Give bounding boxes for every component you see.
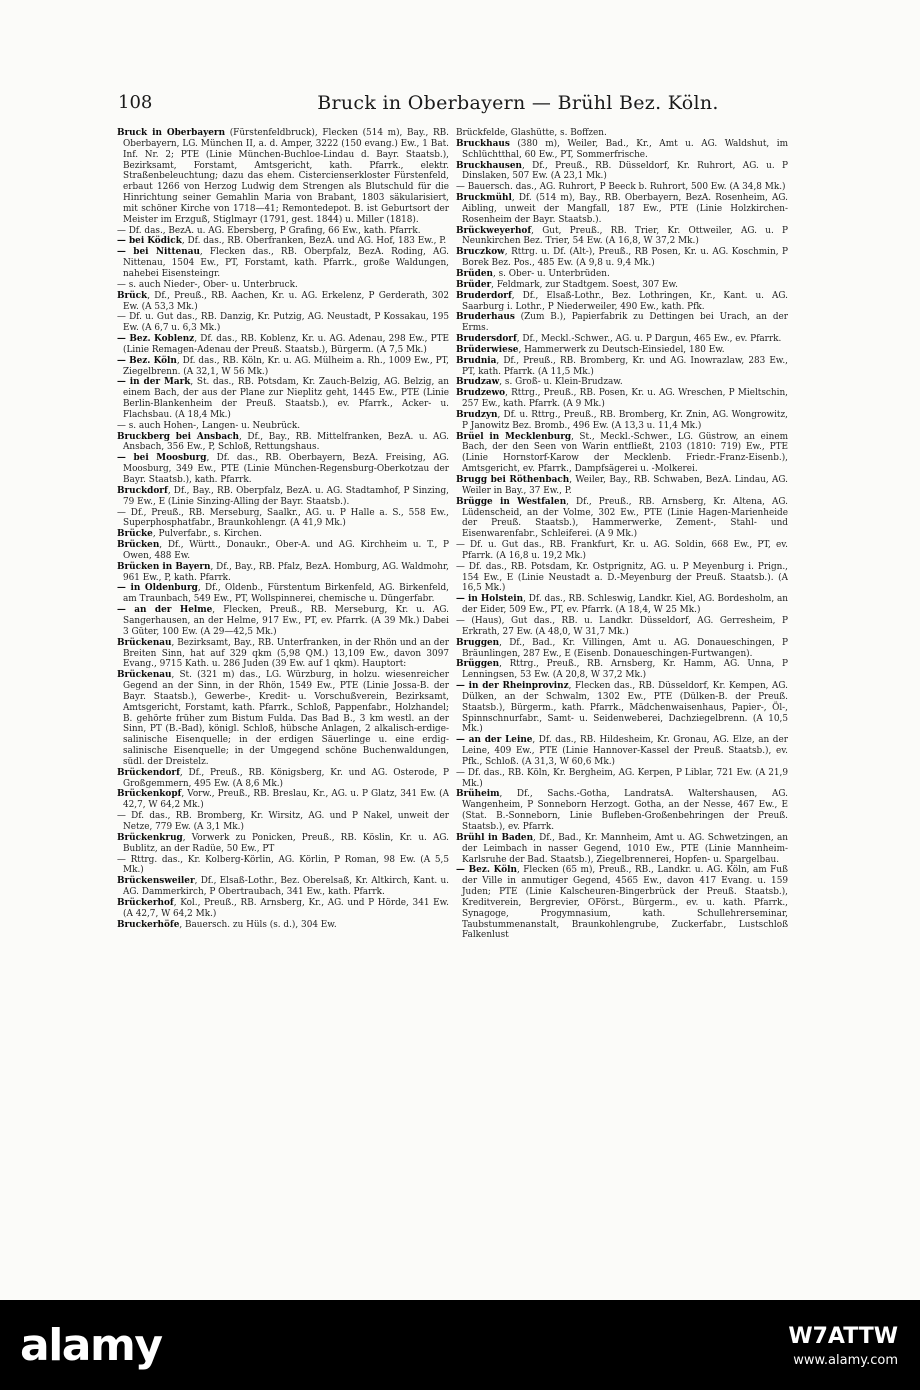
dictionary-entry	[117, 453, 449, 486]
entry-headword: Brudzaw	[456, 377, 500, 388]
dictionary-entry	[117, 247, 449, 280]
entry-text: , Df., Oldenb., Fürstentum Birkenfeld, AG. Birkenfeld, am Traunbach, 549 Ew., PT, Wollspinnerei, chemische u. Düngerfabr.	[123, 583, 449, 605]
page-header	[118, 92, 786, 118]
entry-text: — s. auch Hohen-, Langen- u. Neubrück.	[117, 420, 301, 431]
dictionary-entry	[117, 128, 449, 226]
entry-headword: Brücken	[117, 540, 160, 551]
dictionary-entry	[456, 161, 788, 183]
entry-text: , Flecken, Preuß., RB. Merseburg, Kr. u. AG. Sangerhausen, an der Helme, 917 Ew., PT, ev. Pfarrk. (A 39 Mk.) Dabei 3 Güter, 100 Ew. (A 29—42,5 Mk.)	[123, 605, 449, 637]
entry-text: , Kol., Preuß., RB. Arnsberg, Kr., AG. und P Hörde, 341 Ew. (A 42,7, W 64,2 Mk.)	[123, 897, 449, 919]
dictionary-entry	[456, 182, 788, 193]
dictionary-entry	[456, 768, 788, 790]
dictionary-entry	[117, 855, 449, 877]
entry-headword: Brüel in Mecklenburg	[456, 431, 572, 442]
entry-headword: — in Oldenburg	[117, 583, 198, 594]
entry-text: , Df. das., RB. Schleswig, Landkr. Kiel, AG. Bordesholm, an der Eider, 509 Ew., PT, ev. Pfarrk. (A 18,4, W 25 Mk.)	[462, 594, 788, 616]
dictionary-entry	[117, 920, 449, 931]
dictionary-entry	[456, 128, 788, 139]
entry-text: — Df. u. Gut das., RB. Frankfurt, Kr. u. AG. Soldin, 668 Ew., PT, ev. Pfarrk. (A 16,8 u. 19,2 Mk.)	[456, 540, 788, 561]
dictionary-entry	[117, 605, 449, 638]
entry-headword: — bei Moosburg	[117, 453, 207, 464]
dictionary-entry	[456, 594, 788, 616]
dictionary-entry	[456, 269, 788, 280]
entry-text: — Rttrg. das., Kr. Kolberg-Körlin, AG. Körlin, P Roman, 98 Ew. (A 5,5 Mk.)	[117, 854, 449, 876]
entry-text: , Gut, Preuß., RB. Trier, Kr. Ottweiler, AG. u. P Neunkirchen Bez. Trier, 54 Ew. (A 16,8, W 37,2 Mk.)	[462, 225, 788, 247]
entry-text: , Df., Preuß., RB. Königsberg, Kr. und AG. Osterode, P Großgemmern, 495 Ew. (A 8,6 Mk.)	[123, 767, 449, 789]
entry-text: , Df., Preuß., RB. Arnsberg, Kr. Altena, AG. Lüdenscheid, an der Volme, 302 Ew., PTE (Linie Hagen-Marienheide der Preuß. Staatsb.), Hammerwerke, Zement-, Stahl- und Eisenwarenfabr., Schleiferei. (A 9 Mk.)	[462, 496, 788, 540]
entry-text: (Fürstenfeldbruck), Flecken (514 m), Bay., RB. Oberbayern, LG. München II, a. d. Amper, 3222 (150 evang.) Ew., 1 Bat. Inf. Nr. 2; PTE (Linie München-Buchloe-Lindau d. Bayr. Staatsb.), Bezirksamt, Forstamt, Amtsgericht, kath. Pfarrk., elektr. Straßenbeleuchtung; dazu das ehem. Cistercienserkloster Fürstenfeld, erbaut 1266 von Herzog Ludwig dem Strengen als Blutschuld für die Hinrichtung seiner Gemahlin Maria von Brabant, 1803 säkularisiert, mit schöner Kirche von 1718—41; Remontedepot. B. ist Geburtsort der Meister im Erzguß, Stiglmayr (1791, gest. 1844) u. Miller (1818).	[123, 128, 449, 225]
entry-text: — Df. u. Gut das., RB. Danzig, Kr. Putzig, AG. Neustadt, P Kossakau, 195 Ew. (A 6,7 u. 6,3 Mk.)	[117, 312, 449, 334]
entry-text: , Df. das., RB. Hildesheim, Kr. Gronau, AG. Elze, an der Leine, 409 Ew., PTE (Linie Hannover-Kassel der Preuß. Staatsb.), ev. Pfk., Schloß. (A 31,3, W 60,6 Mk.)	[462, 735, 788, 767]
dictionary-entry	[117, 377, 449, 420]
entry-text: , Pulverfabr., s. Kirchen.	[152, 529, 262, 540]
entry-text: , Bezirksamt, Bay., RB. Unterfranken, in der Rhön und an der Breiten Sinn, hat auf 329 qkm (5,98 QM.) 13,109 Ew., davon 3097 Evang., 9715 Kath. u. 286 Juden (39 Ew. auf 1 qkm). Hauptort:	[123, 637, 449, 670]
dictionary-entry	[117, 638, 449, 671]
watermark-info	[788, 1324, 898, 1368]
dictionary-entry	[117, 876, 449, 898]
dictionary-entry	[117, 334, 449, 356]
entry-text: , Df. (514 m), Bay., RB. Oberbayern, BezA. Rosenheim, AG. Aibling, unweit der Mangfall, 187 Ew., PTE (Linie Holzkirchen-Rosenheim der Bayr. Staatsb.).	[462, 193, 788, 225]
dictionary-entry	[456, 356, 788, 378]
entry-text: , St. das., RB. Potsdam, Kr. Zauch-Belzig, AG. Belzig, an einem Bach, der aus der Plane zur Nieplitz geht, 1445 Ew., PTE (Linie Berlin-Blankenheim der Preuß. Staatsb.), ev. Pfarrk., Acker- u. Flachsbau. (A 18,4 Mk.)	[123, 377, 449, 420]
entry-text: — (Haus), Gut das., RB. u. Landkr. Düsseldorf, AG. Gerresheim, P Erkrath, 27 Ew. (A 48,0, W 31,7 Mk.)	[456, 615, 788, 637]
dictionary-entry	[456, 616, 788, 638]
entry-headword: Bruderhaus	[456, 312, 515, 323]
dictionary-entry	[456, 789, 788, 832]
image-id: W7ATTW	[788, 1324, 898, 1349]
entry-headword: Brudnia	[456, 355, 497, 366]
entry-text: , Df., Bay., RB. Pfalz, BezA. Homburg, AG. Waldmohr, 961 Ew., P, kath. Pfarrk.	[123, 561, 449, 583]
entry-text: — s. auch Nieder-, Ober- u. Unterbruck.	[117, 279, 298, 290]
entry-text: , Weiler, Bay., RB. Schwaben, BezA. Lindau, AG. Weiler in Bay., 37 Ew., P.	[462, 475, 788, 496]
entry-headword: Bruckdorf	[117, 485, 168, 496]
entry-text: , Df., Bad., Kr. Villingen, Amt u. AG. Donaueschingen, P Bräunlingen, 287 Ew., E (Eisenb. Donaueschingen-Furtwangen).	[462, 637, 788, 659]
entry-text: , Rttrg. u. Df. (Alt-), Preuß., RB Posen, Kr. u. AG. Koschmin, P Borek Bez. Pos., 485 Ew. (A 9,8 u. 9,4 Mk.)	[462, 247, 788, 269]
dictionary-entry	[117, 768, 449, 790]
entry-headword: — Bez. Köln	[117, 355, 177, 366]
entry-text: , Feldmark, zur Stadtgem. Soest, 307 Ew.	[491, 279, 678, 290]
dictionary-entry	[456, 247, 788, 269]
entry-headword: Bruckmühl	[456, 193, 512, 204]
dictionary-entry	[117, 236, 449, 247]
entry-text: , Flecken das., RB. Oberpfalz, BezA. Roding, AG. Nittenau, 1504 Ew., PT, Forstamt, kath. Pfarrk., große Waldungen, nahebei Eisensteingr.	[123, 247, 449, 279]
entry-text: , Df., Preuß., RB. Bromberg, Kr. und AG. Inowrazlaw, 283 Ew., PT, kath. Pfarrk. (A 11,5 Mk.)	[462, 355, 788, 377]
dictionary-entry	[456, 345, 788, 356]
entry-text: — Df. das., RB. Potsdam, Kr. Ostprignitz, AG. u. P Meyenburg i. Prign., 154 Ew., E (Linie Neustadt a. D.-Meyenburg der Preuß. Staatsb.). (A 16,5 Mk.)	[456, 561, 788, 594]
entry-headword: Brückerhof	[117, 897, 174, 908]
dictionary-entry	[456, 280, 788, 291]
entry-headword: — bei Ködick	[117, 236, 182, 247]
dictionary-entry	[117, 421, 449, 432]
entry-headword: Brückenkopf	[117, 789, 182, 800]
dictionary-entry	[456, 638, 788, 660]
entry-headword: — bei Nittenau	[117, 247, 200, 258]
entry-text: (380 m), Weiler, Bad., Kr., Amt u. AG. Waldshut, im Schlüchtthal, 60 Ew., PT, Sommerfrische.	[462, 138, 788, 160]
watermark-url: www.alamy.com	[793, 1353, 898, 1368]
entry-text: , Vorw., Preuß., RB. Breslau, Kr., AG. u. P Glatz, 341 Ew. (A 42,7, W 64,2 Mk.)	[123, 789, 449, 811]
entry-headword: Bruggen	[456, 637, 500, 648]
dictionary-entry	[117, 432, 449, 454]
dictionary-entry	[456, 865, 788, 941]
dictionary-entry	[456, 540, 788, 562]
entry-headword: — in Holstein	[456, 594, 524, 605]
entry-text: , Df., Sachs.-Gotha, LandratsA. Waltershausen, AG. Wangenheim, P Sonneborn Herzogt. Gotha, an der Nesse, 467 Ew., E (Stat. B.-Sonneborn, Linie Bufleben-Großenbehringen der Preuß. Staatsb.), ev. Pfarrk.	[462, 789, 788, 832]
entry-text: , Flecken das., RB. Düsseldorf, Kr. Kempen, AG. Dülken, an der Schwalm, 1302 Ew., PTE (Dülken-B. der Preuß. Staatsb.), Bürgerm., kath. Pfarrk., Mädchenwaisenhaus, Papier-, Öl-, Spinnschnurfabr., Samt- u. Seidenweberei, Dachziegelbrenn. (A 10,5 Mk.)	[462, 681, 788, 735]
dictionary-entry	[456, 226, 788, 248]
dictionary-entry	[117, 226, 449, 237]
entry-headword: Brüderwiese	[456, 344, 519, 355]
entry-headword: — an der Helme	[117, 605, 213, 616]
dictionary-entry	[117, 898, 449, 920]
entry-text: — Df. das., BezA. u. AG. Ebersberg, P Grafing, 66 Ew., kath. Pfarrk.	[117, 225, 421, 236]
entry-text: , Df., Bay., RB. Mittelfranken, BezA. u. AG. Ansbach, 356 Ew., P, Schloß, Rettungshaus.	[123, 431, 449, 453]
dictionary-entry	[456, 475, 788, 497]
entry-headword: Brühl in Baden	[456, 832, 534, 843]
dictionary-entry	[456, 659, 788, 681]
entry-text: , Bauersch. zu Hüls (s. d.), 304 Ew.	[179, 919, 337, 930]
entry-headword: Bruck in Oberbayern	[117, 128, 226, 138]
entry-headword: Brücken in Bayern	[117, 561, 211, 572]
entry-headword: Brückenau	[117, 637, 172, 648]
dictionary-entry	[117, 811, 449, 833]
entry-text: , Df. das., RB. Oberfranken, BezA. und AG. Hof, 183 Ew., P.	[181, 236, 447, 247]
dictionary-entry	[456, 388, 788, 410]
entry-text: , Df., Bad., Kr. Mannheim, Amt u. AG. Schwetzingen, an der Leimbach in nasser Gegend, 1010 Ew., PTE (Linie Mannheim-Karlsruhe der Bad. Staatsb.), Ziegelbrennerei, Hopfen- u. Spargelbau.	[462, 832, 788, 865]
entry-headword: Brückensweiler	[117, 876, 195, 887]
entry-headword: Bruderdorf	[456, 290, 512, 301]
dictionary-entry	[456, 377, 788, 388]
entry-text: , Rttrg., Preuß., RB. Arnsberg, Kr. Hamm, AG. Unna, P Lenningsen, 53 Ew. (A 20,8, W 37,2 Mk.)	[462, 659, 788, 681]
running-title: Bruck in Oberbayern — Brühl Bez. Köln.	[317, 92, 719, 114]
entry-headword: — Bez. Koblenz	[117, 334, 195, 345]
entry-headword: Brüheim	[456, 789, 500, 800]
dictionary-entry	[456, 833, 788, 866]
entry-text: — Df. das., RB. Köln, Kr. Bergheim, AG. Kerpen, P Liblar, 721 Ew. (A 21,9 Mk.)	[456, 767, 788, 789]
entry-headword: — in der Mark	[117, 377, 191, 388]
dictionary-entry	[117, 583, 449, 605]
entry-text: , Df., Elsaß-Lothr., Bez. Lothringen, Kr., Kant. u. AG. Saarburg i. Lothr., P Niederweiler, 490 Ew., kath. Pfk.	[462, 290, 788, 312]
entry-text: , Rttrg., Preuß., RB. Posen, Kr. u. AG. Wreschen, P Mieltschin, 257 Ew., kath. Pfarrk. (A 9 Mk.)	[462, 388, 788, 410]
entry-headword: — Bez. Köln	[456, 865, 517, 876]
entry-headword: Brückenkrug	[117, 832, 183, 843]
entry-headword: Brügge in Westfalen	[456, 496, 567, 507]
dictionary-entry	[117, 312, 449, 334]
entry-headword: Brüder	[456, 279, 492, 290]
entry-text: , s. Groß- u. Klein-Brudzaw.	[499, 377, 623, 388]
entry-headword: Brudzewo	[456, 388, 506, 399]
dictionary-entry	[117, 562, 449, 584]
entry-headword: Bruckhausen	[456, 160, 522, 171]
dictionary-entry	[456, 291, 788, 313]
entry-text: , Df., Württ., Donaukr., Ober-A. und AG. Kirchheim u. T., P Owen, 488 Ew.	[123, 540, 449, 561]
entry-text: , Df., Elsaß-Lothr., Bez. Oberelsaß, Kr. Altkirch, Kant. u. AG. Dammerkirch, P Obertraubach, 341 Ew., kath. Pfarrk.	[123, 876, 449, 898]
entry-headword: — in der Rheinprovinz	[456, 681, 569, 692]
dictionary-entry	[456, 497, 788, 540]
entry-headword: Brückendorf	[117, 767, 180, 778]
entry-headword: Brudersdorf	[456, 334, 517, 345]
entry-headword: Brüden	[456, 268, 493, 279]
entry-text: , Df., Preuß., RB. Düsseldorf, Kr. Ruhrort, AG. u. P Dinslaken, 507 Ew. (A 23,1 Mk.)	[462, 160, 788, 182]
entry-headword: Brugg bei Röthenbach	[456, 475, 570, 485]
entry-text: Brückfelde, Glashütte, s. Boffzen.	[456, 128, 607, 138]
entry-text: — Df. das., RB. Bromberg, Kr. Wirsitz, AG. und P Nakel, unweit der Netze, 779 Ew. (A 3,1 Mk.)	[117, 811, 449, 832]
entry-headword: Brudzyn	[456, 409, 498, 420]
entry-headword: Bruczkow	[456, 247, 505, 258]
dictionary-entry	[456, 334, 788, 345]
entry-text: , St. (321 m) das., LG. Würzburg, in holzu. wiesenreicher Gegend an der Sinn, in der Rhön, 1549 Ew., PTE (Linie Jossa-B. der Bayr. Staatsb.), Gewerbe-, Kredit- u. Vorschußverein, Bezirksamt, Amtsgericht, Forstamt, kath. Pfarrk., Schloß, Pappenfabr., Holzhandel; B. gehörte früher zum Bistum Fulda. Das Bad B., 3 km westl. an der Sinn, PT (B.-Bad), königl. Schloß, hübsche Anlagen, 2 alkalisch-erdige-salinische Eisenquelle; in der erdigen Säuerlinge u. eine erdig-salinische Eisenquelle; in der Umgegend schöne Buchenwaldungen, südl. der Dreistelz.	[123, 670, 449, 767]
entry-text: — Df., Preuß., RB. Merseburg, Saalkr., AG. u. P Halle a. S., 558 Ew., Superphosphatfabr., Braunkohlengr. (A 41,9 Mk.)	[117, 507, 449, 529]
entry-headword: Bruckhaus	[456, 138, 510, 149]
dictionary-entry	[456, 193, 788, 226]
right-column	[456, 128, 788, 1160]
entry-headword: Brückenau	[117, 670, 172, 681]
entry-text: , Df., Meckl.-Schwer., AG. u. P Dargun, 465 Ew., ev. Pfarrk.	[516, 334, 782, 345]
dictionary-entry	[456, 139, 788, 161]
entry-headword: Brücke	[117, 529, 153, 540]
left-column	[117, 128, 449, 1160]
entry-headword: Brück	[117, 290, 148, 301]
dictionary-entry	[117, 789, 449, 811]
entry-text: , Df., Preuß., RB. Aachen, Kr. u. AG. Erkelenz, P Gerderath, 302 Ew. (A 53,3 Mk.)	[123, 290, 449, 312]
entry-text: — Bauersch. das., AG. Ruhrort, P Beeck b. Ruhrort, 500 Ew. (A 34,8 Mk.)	[456, 182, 786, 193]
dictionary-entry	[117, 833, 449, 855]
dictionary-entry	[117, 356, 449, 378]
dictionary-entry	[117, 670, 449, 768]
entry-text: , Flecken (65 m), Preuß., RB., Landkr. u. AG. Köln, am Fuß der Ville in anmutiger Gegend, 4565 Ew., davon 417 Evang. u. 159 Juden; PTE (Linie Kalscheuren-Bingerbrück der Preuß. Staatsb.), Kreditverein, Bergrevier, OFörst., Bürgerm., ev. u. kath. Pfarrk., Synagoge, Progymnasium, kath. Schullehrerseminar, Taubstummenanstalt, Braunkohlengrube, Zuckerfabr., Lustschloß Falkenlust	[462, 865, 788, 941]
entry-headword: Bruckberg bei Ansbach	[117, 431, 239, 442]
entry-headword: Bruckerhöfe	[117, 919, 180, 930]
entry-headword: — an der Leine	[456, 735, 533, 746]
dictionary-entry	[456, 432, 788, 475]
alamy-logo: alamy	[20, 1320, 162, 1371]
dictionary-entry	[117, 291, 449, 313]
dictionary-entry	[456, 410, 788, 432]
dictionary-entry	[117, 280, 449, 291]
dictionary-entry	[117, 540, 449, 562]
entry-text: , Df. das., RB. Oberbayern, BezA. Freising, AG. Moosburg, 349 Ew., PTE (Linie München-Regensburg-Oberkotzau der Bayr. Staatsb.), kath. Pfarrk.	[123, 453, 449, 485]
dictionary-entry	[117, 486, 449, 508]
entry-text: , Df. u. Rttrg., Preuß., RB. Bromberg, Kr. Znin, AG. Wongrowitz, P Janowitz Bez. Bromb., 496 Ew. (A 13,3 u. 11,4 Mk.)	[462, 409, 788, 431]
watermark-bar	[0, 1300, 920, 1390]
dictionary-entry	[117, 508, 449, 530]
entry-text: , Df. das., RB. Köln, Kr. u. AG. Mülheim a. Rh., 1009 Ew., PT, Ziegelbrenn. (A 32,1, W 56 Mk.)	[123, 355, 449, 377]
entry-text: , Df., Bay., RB. Oberpfalz, BezA. u. AG. Stadtamhof, P Sinzing, 79 Ew., E (Linie Sinzing-Alling der Bayr. Staatsb.).	[123, 485, 449, 507]
dictionary-entry	[456, 312, 788, 334]
dictionary-entry	[456, 681, 788, 735]
entry-text: , Vorwerk zu Ponicken, Preuß., RB. Köslin, Kr. u. AG. Bublitz, an der Radüe, 50 Ew., PT	[123, 832, 449, 854]
entry-text: , St., Meckl.-Schwer., LG. Güstrow, an einem Bach, der den Seen von Warin entfließt, 2103 (1810: 719) Ew., PTE (Linie Hornstorf-Karow der Mecklenb. Friedr.-Franz-Eisenb.), Amtsgericht, ev. Pfarrk., Dampfsägerei u. -Molkerei.	[462, 431, 788, 475]
dictionary-entry	[117, 529, 449, 540]
entry-text: , Df. das., RB. Koblenz, Kr. u. AG. Adenau, 298 Ew., PTE (Linie Remagen-Adenau der Preuß. Staatsb.), Bürgerm. (A 7,5 Mk.)	[123, 334, 449, 355]
entry-headword: Brückweyerhof	[456, 225, 532, 236]
page-number: 108	[118, 92, 153, 113]
entry-text: (Zum B.), Papierfabrik zu Dettingen bei Urach, an der Erms.	[462, 312, 788, 334]
entry-text: , Hammerwerk zu Deutsch-Einsiedel, 180 Ew.	[518, 344, 725, 355]
dictionary-entry	[456, 735, 788, 768]
entry-text: , s. Ober- u. Unterbrüden.	[492, 268, 610, 279]
dictionary-entry	[456, 562, 788, 595]
entry-headword: Brüggen	[456, 659, 500, 670]
